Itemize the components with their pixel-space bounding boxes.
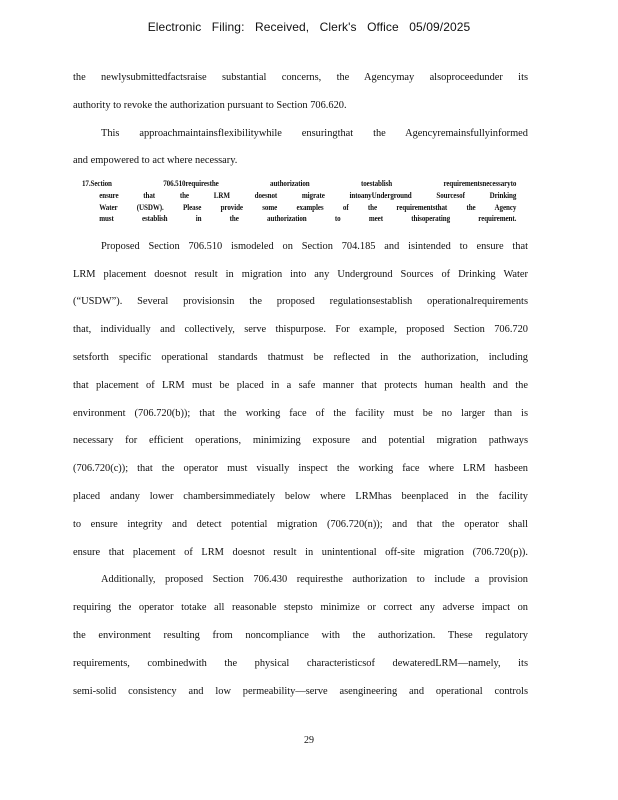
text-line: ensure that placement of LRM doesnot result in unintentional off-site migration (706.720(p)). <box>73 546 528 558</box>
filing-header: Electronic Filing: Received, Clerk's Office 05/09/2025 <box>147 20 471 34</box>
question-line: 17.Section 706.510requiresthe authorization toestablish requirementsnecessaryto <box>82 179 517 189</box>
paragraph-additionally <box>73 572 528 711</box>
text-line: semi-solid consistency and low permeability—serve asengineering and operational controls <box>73 685 528 697</box>
text-line: placed andany lower chambersimmediately below where LRMhas beenplaced in the facility <box>73 490 528 502</box>
text-line: the environment resulting from noncompliance with the authorization. These regulatory <box>73 629 528 641</box>
text-line: environment (706.720(b)); that the working face of the facility must be no larger than is <box>73 407 528 419</box>
paragraph-continuation <box>73 70 528 126</box>
body-text <box>73 70 528 711</box>
text-line: that placement of LRM must be placed in a safe manner that protects human health and the <box>73 379 528 391</box>
question-line: Water (USDW). Please provide some examples of the requirementsthat the Agency <box>99 202 517 212</box>
text-line: that, individually and collectively, serve thispurpose. For example, proposed Section 706.720 <box>73 324 528 336</box>
page-number: 29 <box>304 735 314 746</box>
text-line: authority to revoke the authorization pursuant to Section 706.620. <box>73 99 347 111</box>
text-line: requirements, combinedwith the physical characteristicsof dewateredLRM—namely, its <box>73 657 528 669</box>
text-line: Additionally, proposed Section 706.430 requiresthe authorization to include a provision <box>101 574 528 586</box>
text-line: necessary for efficient operations, minimizing exposure and potential migration pathways <box>73 435 528 447</box>
text-line: This approachmaintainsflexibilitywhile ensuringthat the Agencyremainsfullyinformed <box>101 127 528 139</box>
question-17 <box>82 178 517 224</box>
text-line: LRM placement doesnot result in migration into any Underground Sources of Drinking Water <box>73 268 528 280</box>
text-line: Proposed Section 706.510 ismodeled on Section 704.185 and isintended to ensure that <box>101 240 528 252</box>
paragraph-response <box>73 239 528 573</box>
question-line: ensure that the LRM doesnot migrate intoanyUnderground Sourcesof Drinking <box>99 190 517 200</box>
text-line: and empowered to act where necessary. <box>73 155 238 167</box>
question-line: must establish in the authorization to meet thisoperating requirement. <box>99 214 517 224</box>
text-line: (706.720(c)); that the operator must visually inspect the working face where LRM hasbeen <box>73 463 528 475</box>
text-line: to ensure integrity and detect potential migration (706.720(n)); and that the operator shall <box>73 518 528 530</box>
text-line: (“USDW”). Several provisionsin the proposed regulationsestablish operationalrequirements <box>73 296 528 308</box>
text-line: setsforth specific operational standards thatmust be reflected in the authorization, including <box>73 351 528 363</box>
text-line: the newlysubmittedfactsraise substantial concerns, the Agencymay alsoproceedunder its <box>73 72 528 83</box>
text-line: requiring the operator totake all reasonable stepsto minimize or correct any adverse impact on <box>73 602 528 614</box>
paragraph-approach <box>73 126 528 179</box>
